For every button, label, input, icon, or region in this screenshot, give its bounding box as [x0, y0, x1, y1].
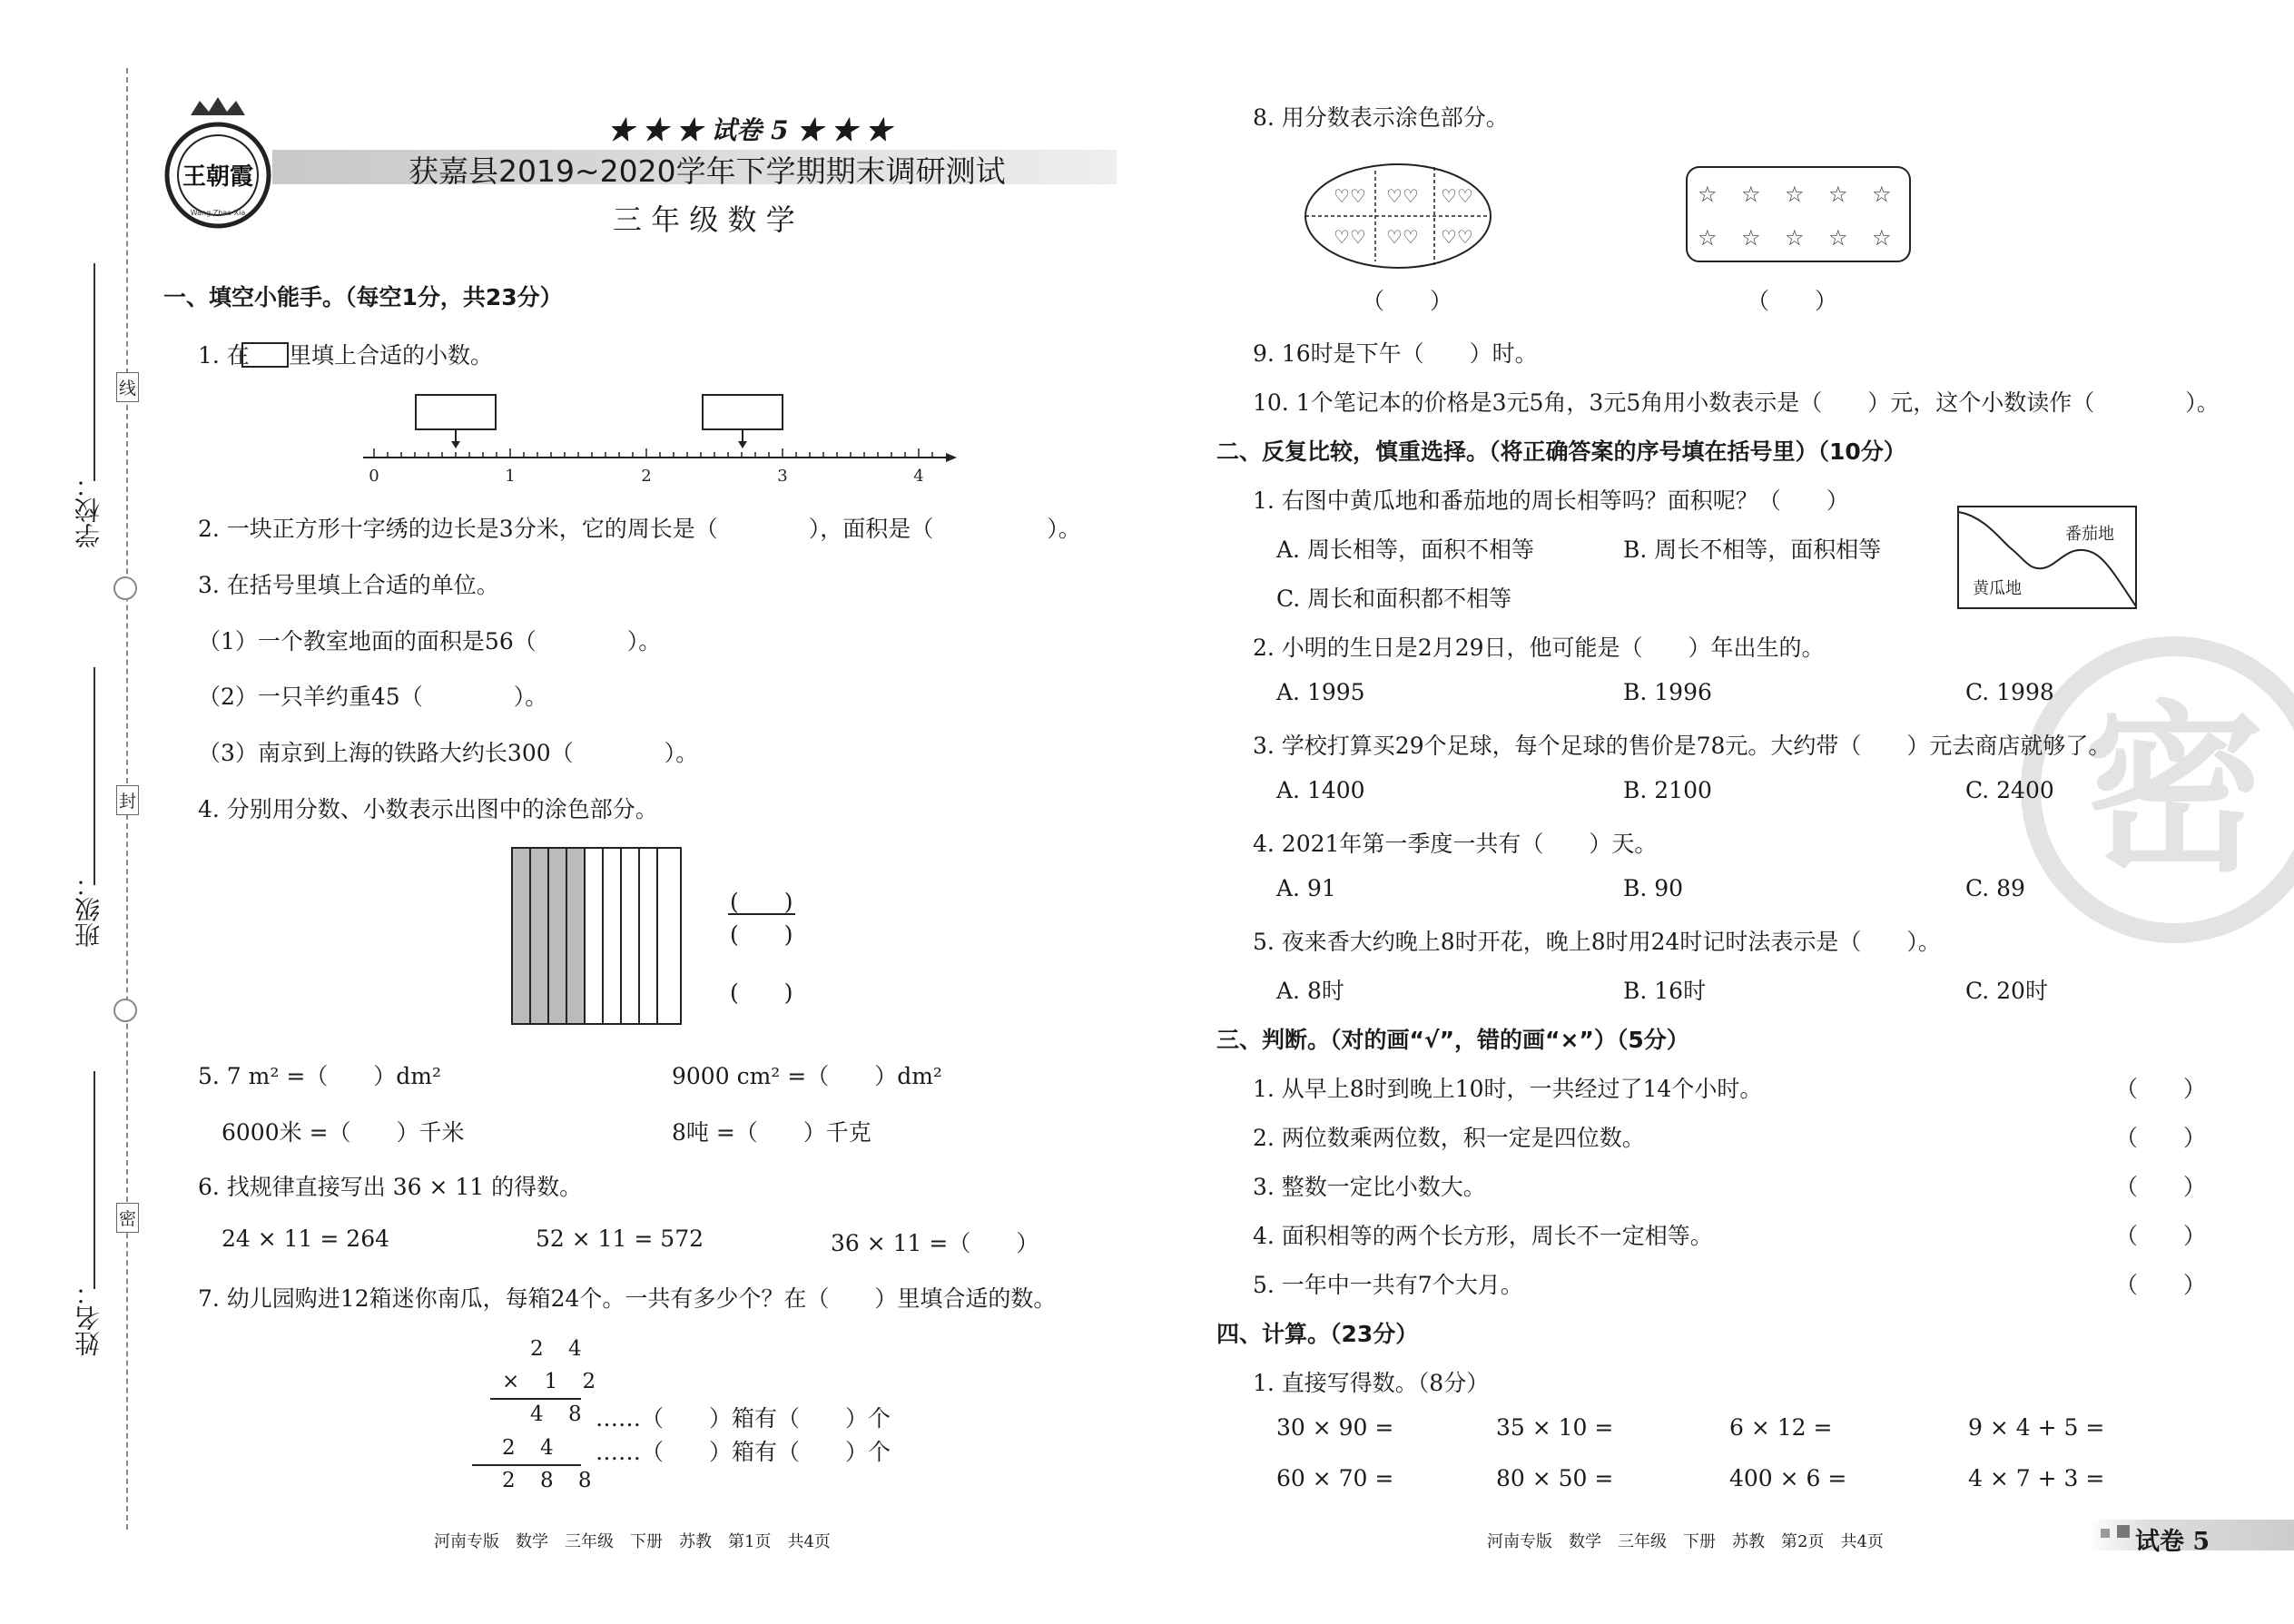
- answer-blank-stars[interactable]: （ ）: [1747, 288, 1838, 314]
- choice-1-option-a[interactable]: A. 周长相等，面积不相等: [1276, 536, 1534, 563]
- choice-1-option-b[interactable]: B. 周长不相等，面积相等: [1623, 536, 1882, 563]
- choice-5-option-c[interactable]: C. 20时: [1965, 978, 2048, 1004]
- svg-text:♡♡: ♡♡: [1441, 226, 1473, 248]
- scissors-icon: [113, 999, 137, 1022]
- svg-text:番茄地: 番茄地: [2065, 525, 2114, 544]
- question-2: 2. 一块正方形十字绣的边长是3分米，它的周长是（ ），面积是（ ）。: [198, 516, 1081, 542]
- corner-label: 试卷 5: [2135, 1528, 2210, 1556]
- shaded-strip-figure: [510, 846, 683, 1031]
- seal-mark: 密: [116, 1203, 139, 1233]
- judge-1: 1. 从早上8时到晚上10时，一共经过了14个小时。: [1253, 1076, 1763, 1102]
- mul-rule: [472, 1464, 581, 1466]
- svg-text:3: 3: [777, 467, 788, 486]
- question-3-3: （3）南京到上海的铁路大约长300（ ）。: [198, 740, 699, 766]
- svg-text:☆: ☆: [1785, 225, 1805, 251]
- choice-1: 1. 右图中黄瓜地和番茄地的周长相等吗？面积呢？（ ）: [1253, 487, 1849, 514]
- judge-2: 2. 两位数乘两位数，积一定是四位数。: [1253, 1125, 1645, 1151]
- question-10: 10. 1个笔记本的价格是3元5角，3元5角用小数表示是（ ）元，这个小数读作（ ）。: [1253, 389, 2220, 416]
- svg-text:☆: ☆: [1872, 182, 1892, 207]
- choice-2-option-b[interactable]: B. 1996: [1623, 679, 1712, 705]
- choice-4-option-a[interactable]: A. 91: [1276, 875, 1336, 901]
- fraction-denominator-blank[interactable]: ( ): [730, 921, 793, 948]
- question-6b: 52 × 11 = 572: [536, 1225, 704, 1252]
- choice-1-option-c[interactable]: C. 周长和面积都不相等: [1276, 586, 1512, 612]
- svg-text:☆: ☆: [1785, 182, 1805, 207]
- seal-mark: 线: [116, 372, 139, 402]
- calc-item: 6 × 12 =: [1729, 1414, 1833, 1441]
- choice-3-option-a[interactable]: A. 1400: [1276, 777, 1365, 803]
- question-1-label: 1. 在: [198, 342, 250, 369]
- choice-4-option-b[interactable]: B. 90: [1623, 875, 1684, 901]
- watermark-seal: [2020, 635, 2294, 948]
- svg-text:密: 密: [2082, 685, 2266, 897]
- svg-text:2: 2: [641, 467, 652, 486]
- judge-4: 4. 面积相等的两个长方形，周长不一定相等。: [1253, 1223, 1713, 1249]
- choice-5-option-a[interactable]: A. 8时: [1276, 978, 1344, 1004]
- calc-item: 9 × 4 + 5 =: [1968, 1414, 2105, 1441]
- svg-text:Wang Zhao Xia: Wang Zhao Xia: [190, 209, 246, 217]
- question-7: 7. 幼儿园购进12箱迷你南瓜，每箱24个。一共有多少个？在（ ）里填合适的数。: [198, 1285, 1057, 1312]
- svg-text:☆: ☆: [1872, 225, 1892, 251]
- mul-line: 2 8 8: [502, 1469, 601, 1492]
- subject-title: 三 年 级 数 学: [613, 202, 795, 237]
- svg-text:♡♡: ♡♡: [1334, 226, 1366, 248]
- choice-3-option-b[interactable]: B. 2100: [1623, 777, 1712, 803]
- blank-box: [241, 342, 289, 368]
- seal-mark: 封: [116, 785, 139, 815]
- judge-3: 3. 整数一定比小数大。: [1253, 1174, 1486, 1200]
- svg-text:♡♡: ♡♡: [1441, 185, 1473, 207]
- paper-badge: ★ ★ ★ 试卷 5 ★ ★ ★: [608, 115, 891, 145]
- calc-item: 80 × 50 =: [1496, 1465, 1614, 1491]
- mul-note-2: ……（ ）箱有（ ）个: [596, 1439, 891, 1465]
- judge-2-blank[interactable]: （ ）: [2115, 1125, 2207, 1151]
- question-3-2: （2）一只羊约重45（ ）。: [198, 684, 548, 710]
- decimal-blank[interactable]: ( ): [730, 979, 793, 1006]
- footer-right: 河南专版 数学 三年级 下册 苏教 第2页 共4页: [1487, 1532, 1884, 1551]
- svg-text:♡♡: ♡♡: [1386, 185, 1419, 207]
- svg-text:0: 0: [369, 467, 379, 486]
- judge-5-blank[interactable]: （ ）: [2115, 1272, 2207, 1298]
- mul-note-1: ……（ ）箱有（ ）个: [596, 1405, 891, 1432]
- svg-text:♡♡: ♡♡: [1334, 185, 1366, 207]
- svg-text:☆: ☆: [1698, 182, 1718, 207]
- question-6c: 36 × 11 =（ ）: [831, 1230, 1039, 1256]
- svg-text:王朝霞: 王朝霞: [182, 163, 254, 191]
- mul-line: 4 8: [530, 1403, 591, 1426]
- calc-item: 60 × 70 =: [1276, 1465, 1394, 1491]
- mul-rule: [490, 1398, 581, 1400]
- svg-text:☆: ☆: [1698, 225, 1718, 251]
- fraction-numerator-blank[interactable]: ( ): [730, 889, 793, 915]
- question-4: 4. 分别用分数、小数表示出图中的涂色部分。: [198, 796, 658, 822]
- calc-item: 35 × 10 =: [1496, 1414, 1614, 1441]
- school-label: 学校：: [74, 472, 103, 548]
- class-field-line[interactable]: [94, 667, 95, 885]
- scissors-icon: [113, 576, 137, 600]
- choice-5: 5. 夜来香大约晚上8时开花，晚上8时用24时记时法表示是（ ）。: [1253, 929, 1941, 955]
- question-3-1: （1）一个教室地面的面积是56（ ）。: [198, 628, 662, 655]
- question-5c: 6000米 =（ ）千米: [222, 1119, 465, 1146]
- calc-item: 400 × 6 =: [1729, 1465, 1847, 1491]
- corner-square: [2117, 1525, 2130, 1538]
- class-label: 班级：: [74, 871, 103, 948]
- question-6: 6. 找规律直接写出 36 × 11 的得数。: [198, 1174, 583, 1200]
- section-1-title: 一、填空小能手。（每空1分，共23分）: [163, 284, 563, 310]
- judge-1-blank[interactable]: （ ）: [2115, 1076, 2207, 1102]
- svg-text:☆: ☆: [1741, 225, 1761, 251]
- question-5a: 5. 7 m² =（ ）dm²: [198, 1063, 442, 1089]
- section-3-title: 三、判断。（对的画“√”，错的画“×”）（5分）: [1216, 1027, 1689, 1053]
- choice-2-option-a[interactable]: A. 1995: [1276, 679, 1365, 705]
- calc-item: 30 × 90 =: [1276, 1414, 1394, 1441]
- choice-2: 2. 小明的生日是2月29日，他可能是（ ）年出生的。: [1253, 635, 1825, 661]
- judge-5: 5. 一年中一共有7个大月。: [1253, 1272, 1523, 1298]
- calc-item: 4 × 7 + 3 =: [1968, 1465, 2105, 1491]
- logo: [163, 95, 272, 235]
- mul-line: 2 4: [530, 1337, 591, 1361]
- svg-text:☆: ☆: [1828, 182, 1848, 207]
- choice-4: 4. 2021年第一季度一共有（ ）天。: [1253, 831, 1658, 857]
- svg-text:1: 1: [505, 467, 516, 486]
- exam-title: 获嘉县2019~2020学年下学期期末调研测试: [409, 153, 1006, 189]
- answer-box[interactable]: [416, 395, 496, 429]
- question-5b: 9000 cm² =（ ）dm²: [672, 1063, 942, 1089]
- question-9: 9. 16时是下午（ ）时。: [1253, 340, 1538, 367]
- name-field-line[interactable]: [94, 1071, 95, 1289]
- field-figure: [1956, 505, 2138, 614]
- stars-figure: [1685, 165, 1912, 267]
- hearts-figure: [1303, 162, 1493, 274]
- choice-5-option-b[interactable]: B. 16时: [1623, 978, 1707, 1004]
- calc-1-title: 1. 直接写得数。（8分）: [1253, 1370, 1490, 1396]
- answer-blank-hearts[interactable]: （ ）: [1362, 288, 1453, 314]
- question-1-text: 里填上合适的小数。: [289, 342, 494, 369]
- fraction-bar: [728, 913, 795, 915]
- answer-box[interactable]: [703, 395, 783, 429]
- mul-line: 2 4: [502, 1436, 563, 1460]
- number-line: [354, 389, 971, 492]
- section-2-title: 二、反复比较，慎重选择。（将正确答案的序号填在括号里）（10分）: [1216, 438, 1906, 465]
- judge-4-blank[interactable]: （ ）: [2115, 1223, 2207, 1249]
- svg-text:☆: ☆: [1741, 182, 1761, 207]
- question-8: 8. 用分数表示涂色部分。: [1253, 104, 1509, 131]
- svg-text:4: 4: [913, 467, 924, 486]
- corner-square: [2101, 1529, 2110, 1538]
- svg-text:☆: ☆: [1828, 225, 1848, 251]
- svg-text:黄瓜地: 黄瓜地: [1973, 579, 2022, 598]
- choice-2-option-c[interactable]: C. 1998: [1965, 679, 2054, 705]
- question-3: 3. 在括号里填上合适的单位。: [198, 572, 499, 598]
- school-field-line[interactable]: [94, 263, 95, 481]
- question-5d: 8吨 =（ ）千克: [672, 1119, 871, 1146]
- name-label: 姓名：: [74, 1280, 103, 1356]
- choice-3-option-c[interactable]: C. 2400: [1965, 777, 2054, 803]
- footer-left: 河南专版 数学 三年级 下册 苏教 第1页 共4页: [434, 1532, 831, 1551]
- section-4-title: 四、计算。（23分）: [1216, 1321, 1419, 1347]
- choice-4-option-c[interactable]: C. 89: [1965, 875, 2025, 901]
- mul-line: × 1 2: [502, 1370, 605, 1393]
- choice-3: 3. 学校打算买29个足球，每个足球的售价是78元。大约带（ ）元去商店就够了。: [1253, 733, 2112, 759]
- question-6a: 24 × 11 = 264: [222, 1225, 390, 1252]
- svg-text:♡♡: ♡♡: [1386, 226, 1419, 248]
- judge-3-blank[interactable]: （ ）: [2115, 1174, 2207, 1200]
